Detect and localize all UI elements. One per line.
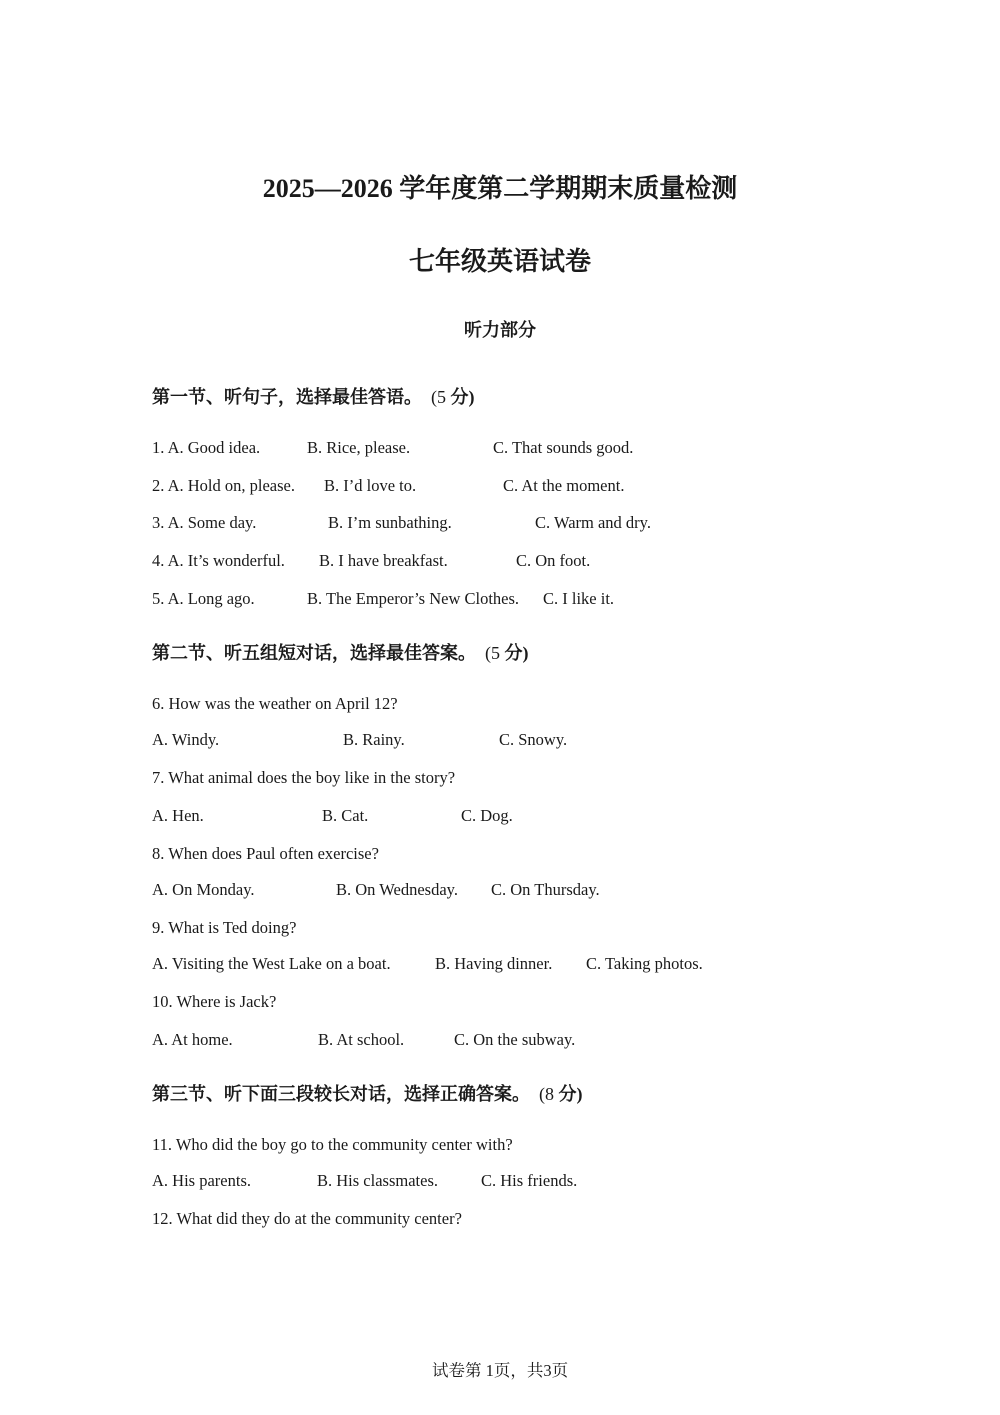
option-c: C. Dog.	[461, 806, 513, 825]
option-b: B. Cat.	[322, 806, 369, 825]
option-c: C. At the moment.	[503, 476, 625, 495]
question-8-stem: 8. When does Paul often exercise?	[152, 844, 379, 863]
option-a: A. On Monday.	[152, 880, 255, 899]
option-b: B. I have breakfast.	[319, 551, 448, 570]
question-10-stem: 10. Where is Jack?	[152, 992, 277, 1011]
question-7-stem: 7. What animal does the boy like in the story?	[152, 768, 456, 787]
question-6-stem: 6. How was the weather on April 12?	[152, 694, 398, 713]
section-1-heading	[152, 383, 475, 409]
page-footer: 试卷第 1页，共3页	[431, 1361, 569, 1380]
section-3-title: 第三节、听下面三段较长对话，选择正确答案。	[152, 1084, 530, 1104]
section-3-heading	[152, 1080, 583, 1106]
section-2-points: (5 分)	[485, 643, 529, 663]
option-a: 4. A. It’s wonderful.	[152, 551, 285, 570]
option-a: A. At home.	[152, 1030, 233, 1049]
option-a: 2. A. Hold on, please.	[152, 476, 295, 495]
question-11-stem: 11. Who did the boy go to the community center with?	[152, 1135, 513, 1154]
option-c: C. On Thursday.	[491, 880, 600, 899]
option-b: B. At school.	[318, 1030, 405, 1049]
option-a: 3. A. Some day.	[152, 513, 257, 532]
option-b: B. I’d love to.	[324, 476, 417, 495]
question-12-stem: 12. What did they do at the community center?	[152, 1209, 462, 1228]
option-a: 1. A. Good idea.	[152, 438, 261, 457]
option-c: C. On the subway.	[454, 1030, 576, 1049]
part-heading: 听力部分	[464, 320, 536, 340]
section-3-points: (8 分)	[539, 1084, 583, 1104]
section-1-points: (5 分)	[431, 387, 475, 407]
option-a: A. His parents.	[152, 1171, 251, 1190]
option-c: C. Snowy.	[499, 730, 568, 749]
option-b: B. His classmates.	[317, 1171, 438, 1190]
option-b: B. Rice, please.	[307, 438, 411, 457]
option-c: C. Warm and dry.	[535, 513, 651, 532]
section-2-title: 第二节、听五组短对话，选择最佳答案。	[152, 643, 476, 663]
question-9-stem: 9. What is Ted doing?	[152, 918, 297, 937]
option-b: B. The Emperor’s New Clothes.	[307, 589, 520, 608]
option-c: C. I like it.	[543, 589, 615, 608]
option-a: A. Visiting the West Lake on a boat.	[152, 954, 391, 973]
section-2-heading	[152, 639, 529, 665]
exam-subtitle: 七年级英语试卷	[408, 247, 591, 276]
option-b: B. I’m sunbathing.	[328, 513, 452, 532]
exam-title: 2025—2026 学年度第二学期期末质量检测	[262, 174, 738, 203]
option-b: B. Rainy.	[343, 730, 405, 749]
option-c: C. Taking photos.	[586, 954, 703, 973]
option-a: A. Windy.	[152, 730, 220, 749]
option-c: C. On foot.	[516, 551, 591, 570]
option-a: 5. A. Long ago.	[152, 589, 255, 608]
option-c: C. That sounds good.	[493, 438, 634, 457]
option-a: A. Hen.	[152, 806, 204, 825]
option-b: B. On Wednesday.	[336, 880, 458, 899]
option-c: C. His friends.	[481, 1171, 578, 1190]
section-1-title: 第一节、听句子，选择最佳答语。	[152, 387, 422, 407]
option-b: B. Having dinner.	[435, 954, 553, 973]
